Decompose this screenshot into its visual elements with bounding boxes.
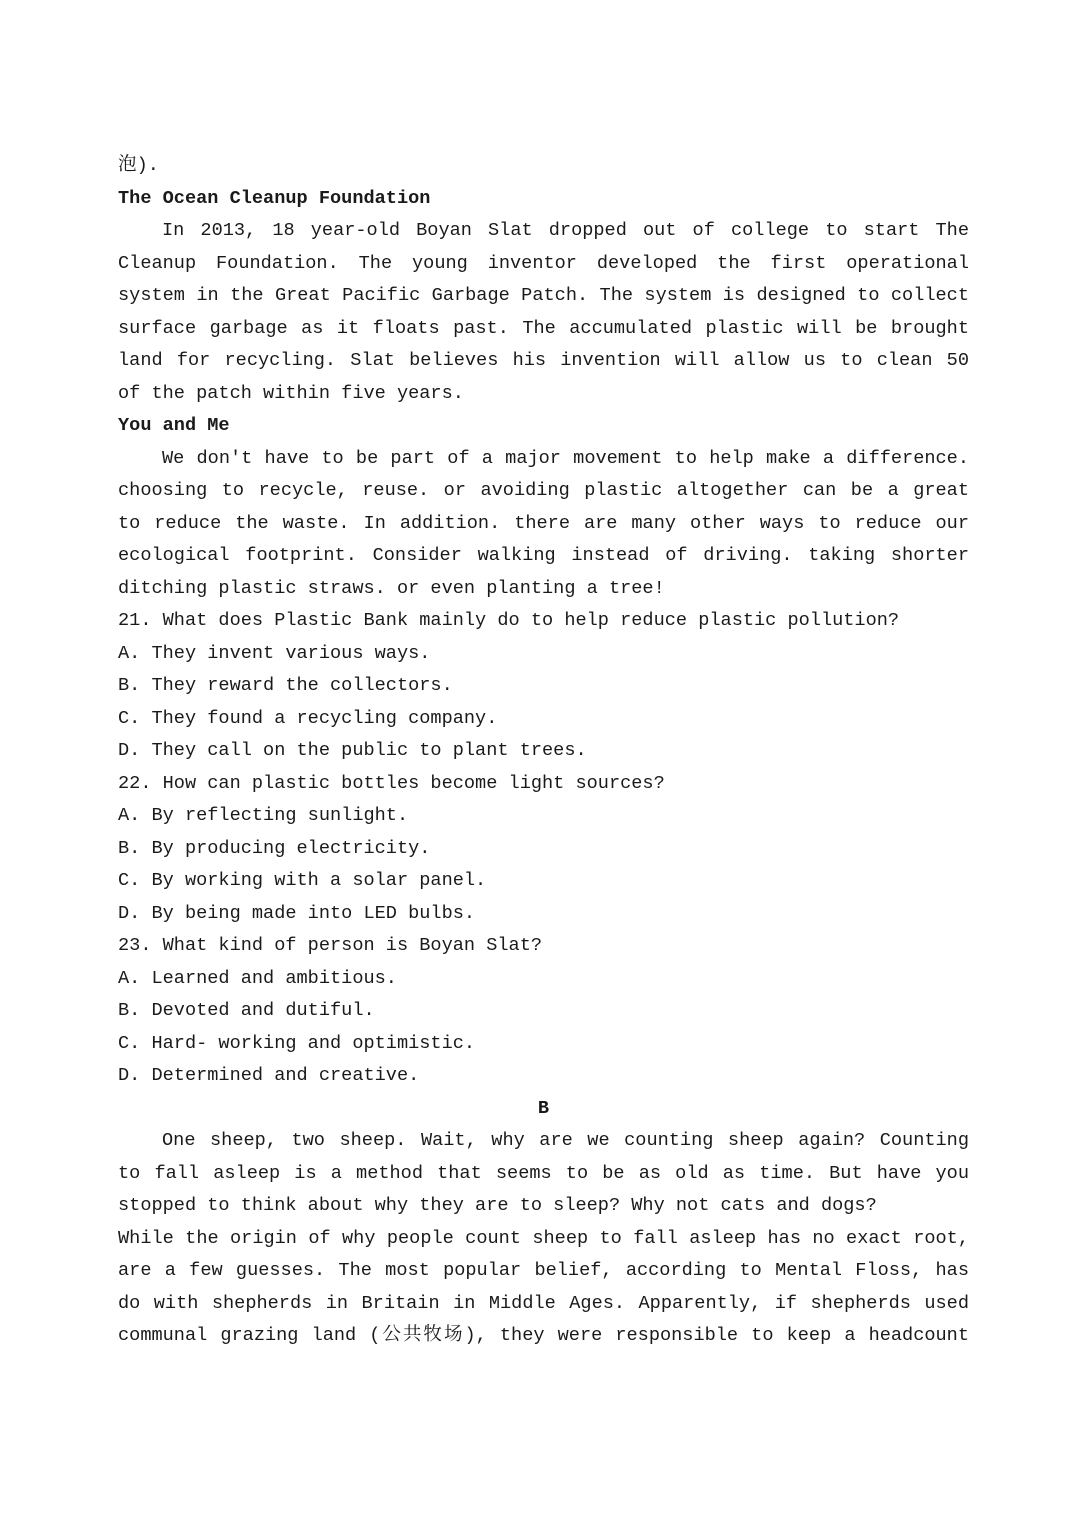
option-21-d: D. They call on the public to plant trees. — [118, 740, 587, 761]
option-23-a: A. Learned and ambitious. — [118, 967, 397, 989]
option-22-d: D. By being made into LED bulbs. — [118, 902, 476, 924]
option-21-b: B. They reward the collectors. — [118, 675, 453, 696]
text-line: to fall asleep is a method that seems to be as old as time. But have you — [118, 1162, 969, 1184]
text-line: of the patch within five years. — [118, 382, 464, 404]
text-line: are a few guesses. The most popular belief, according to Mental Floss, has — [118, 1260, 969, 1281]
option-22-b: B. By producing electricity. — [118, 837, 431, 859]
document-page — [118, 150, 969, 1353]
text-line: In 2013, 18 year-old Boyan Slat dropped out of college to start The — [162, 220, 969, 241]
option-21-a: A. They invent various ways. — [118, 642, 431, 664]
part-b-title: B — [537, 1097, 550, 1119]
question-23: 23. What kind of person is Boyan Slat? — [118, 935, 543, 956]
option-23-d: D. Determined and creative. — [118, 1065, 420, 1086]
question-22: 22. How can plastic bottles become light sources? — [118, 772, 665, 794]
text-line: ecological footprint. Consider walking instead of driving. taking shorter — [118, 545, 969, 566]
question-21: 21. What does Plastic Bank mainly do to help reduce plastic pollution? — [118, 610, 900, 631]
text-line: 泡). — [118, 155, 159, 176]
text-line: communal grazing land (公共牧场), they were responsible to keep a headcount — [118, 1325, 969, 1346]
text-line: One sheep, two sheep. Wait, why are we counting sheep again? Counting — [162, 1130, 969, 1151]
text-line: system in the Great Pacific Garbage Patch. The system is designed to collect — [118, 285, 969, 306]
option-23-c: C. Hard- working and optimistic. — [118, 1032, 476, 1054]
option-23-b: B. Devoted and dutiful. — [118, 1000, 375, 1021]
text-line: ditching plastic straws. or even planting a tree! — [118, 577, 665, 599]
text-line: stopped to think about why they are to sleep? Why not cats and dogs? — [118, 1195, 877, 1216]
text-line: choosing to recycle, reuse. or avoiding plastic altogether can be a great — [118, 480, 969, 501]
text-line: do with shepherds in Britain in Middle Ages. Apparently, if shepherds used — [118, 1292, 969, 1314]
section-heading: You and Me — [118, 415, 230, 436]
text-line: While the origin of why people count sheep to fall asleep has no exact root, — [118, 1227, 969, 1249]
text-line: to reduce the waste. In addition. there are many other ways to reduce our — [118, 512, 969, 534]
text-line: We don't have to be part of a major movement to help make a difference. — [162, 447, 969, 469]
text-line: land for recycling. Slat believes his invention will allow us to clean 50 — [118, 350, 969, 371]
text-line: surface garbage as it floats past. The accumulated plastic will be brought — [118, 317, 969, 339]
option-22-a: A. By reflecting sunlight. — [118, 805, 409, 826]
option-22-c: C. By working with a solar panel. — [118, 870, 487, 891]
section-heading: The Ocean Cleanup Foundation — [118, 187, 431, 209]
text-line: Cleanup Foundation. The young inventor developed the first operational — [118, 252, 969, 274]
option-21-c: C. They found a recycling company. — [118, 707, 498, 729]
